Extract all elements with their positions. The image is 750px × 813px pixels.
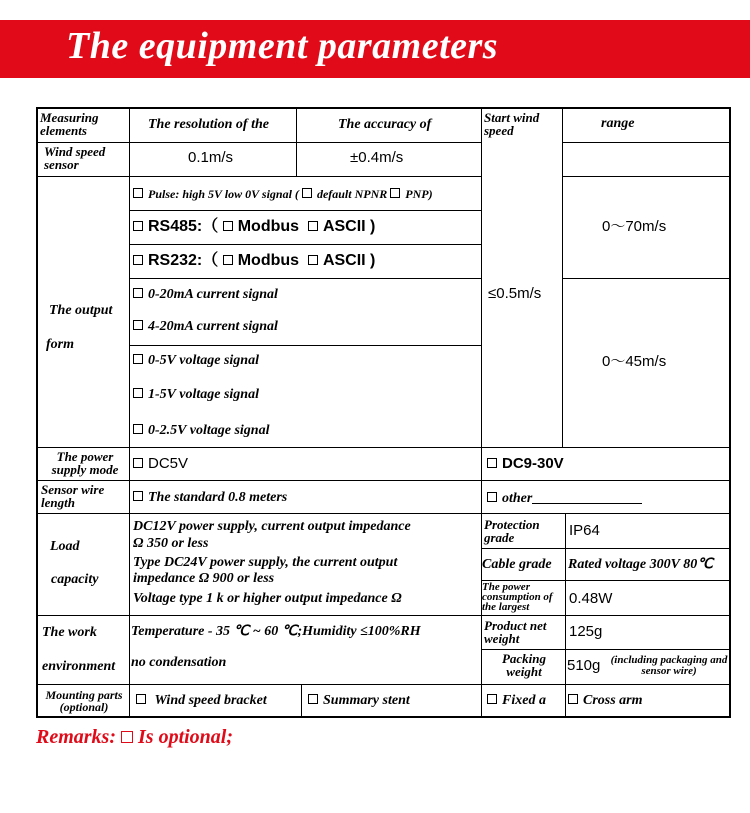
header-start-wind-speed: Start wind speed xyxy=(484,110,540,138)
output-form-label-line1: The output xyxy=(49,303,113,318)
range-analog-value: 0～45m/s xyxy=(602,353,667,370)
checkbox-icon[interactable] xyxy=(568,694,578,704)
work-environment-line-1: Temperature - 35 ℃ ~ 60 ℃;Humidity ≤100%RH xyxy=(131,624,421,639)
checkbox-icon[interactable] xyxy=(133,188,143,198)
wire-standard-option: The standard 0.8 meters xyxy=(133,491,287,505)
checkbox-icon[interactable] xyxy=(136,694,146,704)
cable-grade-label: Cable grade xyxy=(482,557,552,572)
range-digital-value: 0～70m/s xyxy=(602,218,667,235)
voltage-1-5-option: 1-5V voltage signal xyxy=(133,388,259,402)
resolution-value: 0.1m/s xyxy=(188,149,234,166)
voltage-0-5-option: 0-5V voltage signal xyxy=(133,354,259,368)
power-supply-label: The power supply mode xyxy=(51,449,119,477)
current-4-20-option: 4-20mA current signal xyxy=(133,320,278,334)
checkbox-icon[interactable] xyxy=(487,492,497,502)
start-wind-speed-value: ≤0.5m/s xyxy=(488,285,542,302)
packing-weight-note: (including packaging and sensor wire) xyxy=(610,654,728,677)
protection-grade-label: Protection grade xyxy=(484,517,540,545)
checkbox-icon[interactable] xyxy=(133,320,143,330)
header-measuring-elements: Measuring elements xyxy=(40,110,99,138)
load-capacity-label-line1: Load xyxy=(50,539,80,554)
checkbox-icon[interactable] xyxy=(133,288,143,298)
current-0-20-option: 0-20mA current signal xyxy=(133,288,278,302)
other-length-field[interactable] xyxy=(532,491,642,504)
power-consumption-value: 0.48W xyxy=(569,590,613,607)
header-accuracy: The accuracy of xyxy=(338,117,432,132)
remarks: Remarks: Is optional; xyxy=(36,726,234,748)
protection-grade-value: IP64 xyxy=(569,522,600,539)
load-line-2: Ω 350 or less xyxy=(133,536,209,551)
voltage-0-2-5-option: 0-2.5V voltage signal xyxy=(133,424,269,438)
cross-arm-option: Cross arm xyxy=(568,694,643,708)
net-weight-value: 125g xyxy=(569,623,603,640)
dc9-30v-option: DC9-30V xyxy=(487,457,564,471)
work-environment-label-line2: environment xyxy=(42,659,116,674)
output-form-label-line2: form xyxy=(46,337,74,352)
checkbox-icon xyxy=(121,731,133,743)
pulse-option: Pulse: high 5V low 0V signal ( default NPNR PNP) xyxy=(133,187,433,201)
checkbox-icon[interactable] xyxy=(302,188,312,198)
sensor-wire-label: Sensor wire length xyxy=(41,482,105,510)
checkbox-icon[interactable] xyxy=(133,424,143,434)
title-banner xyxy=(0,20,750,78)
checkbox-icon[interactable] xyxy=(133,388,143,398)
checkbox-icon[interactable] xyxy=(308,221,318,231)
checkbox-icon[interactable] xyxy=(308,255,318,265)
dc5v-option: DC5V xyxy=(133,457,188,471)
checkbox-icon[interactable] xyxy=(223,255,233,265)
header-range: range xyxy=(601,116,635,131)
checkbox-icon[interactable] xyxy=(133,491,143,501)
cable-grade-value: Rated voltage 300V 80℃ xyxy=(568,557,713,572)
checkbox-icon[interactable] xyxy=(133,255,143,265)
power-consumption-label: The power consumption of the largest xyxy=(482,581,553,613)
wire-other-option: other xyxy=(487,491,642,506)
load-line-3: Type DC24V power supply, the current output xyxy=(133,555,398,570)
header-resolution: The resolution of the xyxy=(148,117,269,132)
work-environment-label-line1: The work xyxy=(42,625,97,640)
wind-speed-sensor-label: Wind speed sensor xyxy=(44,144,106,172)
fixed-option: Fixed a xyxy=(487,694,546,708)
load-line-5: Voltage type 1 k or higher output impedance Ω xyxy=(133,591,402,606)
checkbox-icon[interactable] xyxy=(133,354,143,364)
load-line-4: impedance Ω 900 or less xyxy=(133,571,275,586)
rs485-option: RS485:（ Modbus ASCII ) xyxy=(133,219,375,235)
work-environment-line-2: no condensation xyxy=(131,655,227,670)
checkbox-icon[interactable] xyxy=(223,221,233,231)
rs232-option: RS232:（ Modbus ASCII ) xyxy=(133,253,375,269)
stent-option: Summary stent xyxy=(308,694,410,708)
net-weight-label: Product net weight xyxy=(484,618,547,646)
page-title: The equipment parameters xyxy=(66,25,499,67)
packing-weight-value: 510g xyxy=(567,657,601,674)
checkbox-icon[interactable] xyxy=(308,694,318,704)
checkbox-icon[interactable] xyxy=(133,458,143,468)
checkbox-icon[interactable] xyxy=(133,221,143,231)
load-line-1: DC12V power supply, current output impedance xyxy=(133,519,411,534)
mounting-parts-label: Mounting parts (optional) xyxy=(45,688,123,714)
accuracy-value: ±0.4m/s xyxy=(350,149,404,166)
checkbox-icon[interactable] xyxy=(390,188,400,198)
load-capacity-label-line2: capacity xyxy=(51,572,99,587)
checkbox-icon[interactable] xyxy=(487,694,497,704)
checkbox-icon[interactable] xyxy=(487,458,497,468)
packing-weight-label: Packing weight xyxy=(501,651,547,679)
bracket-option: Wind speed bracket xyxy=(136,694,267,708)
